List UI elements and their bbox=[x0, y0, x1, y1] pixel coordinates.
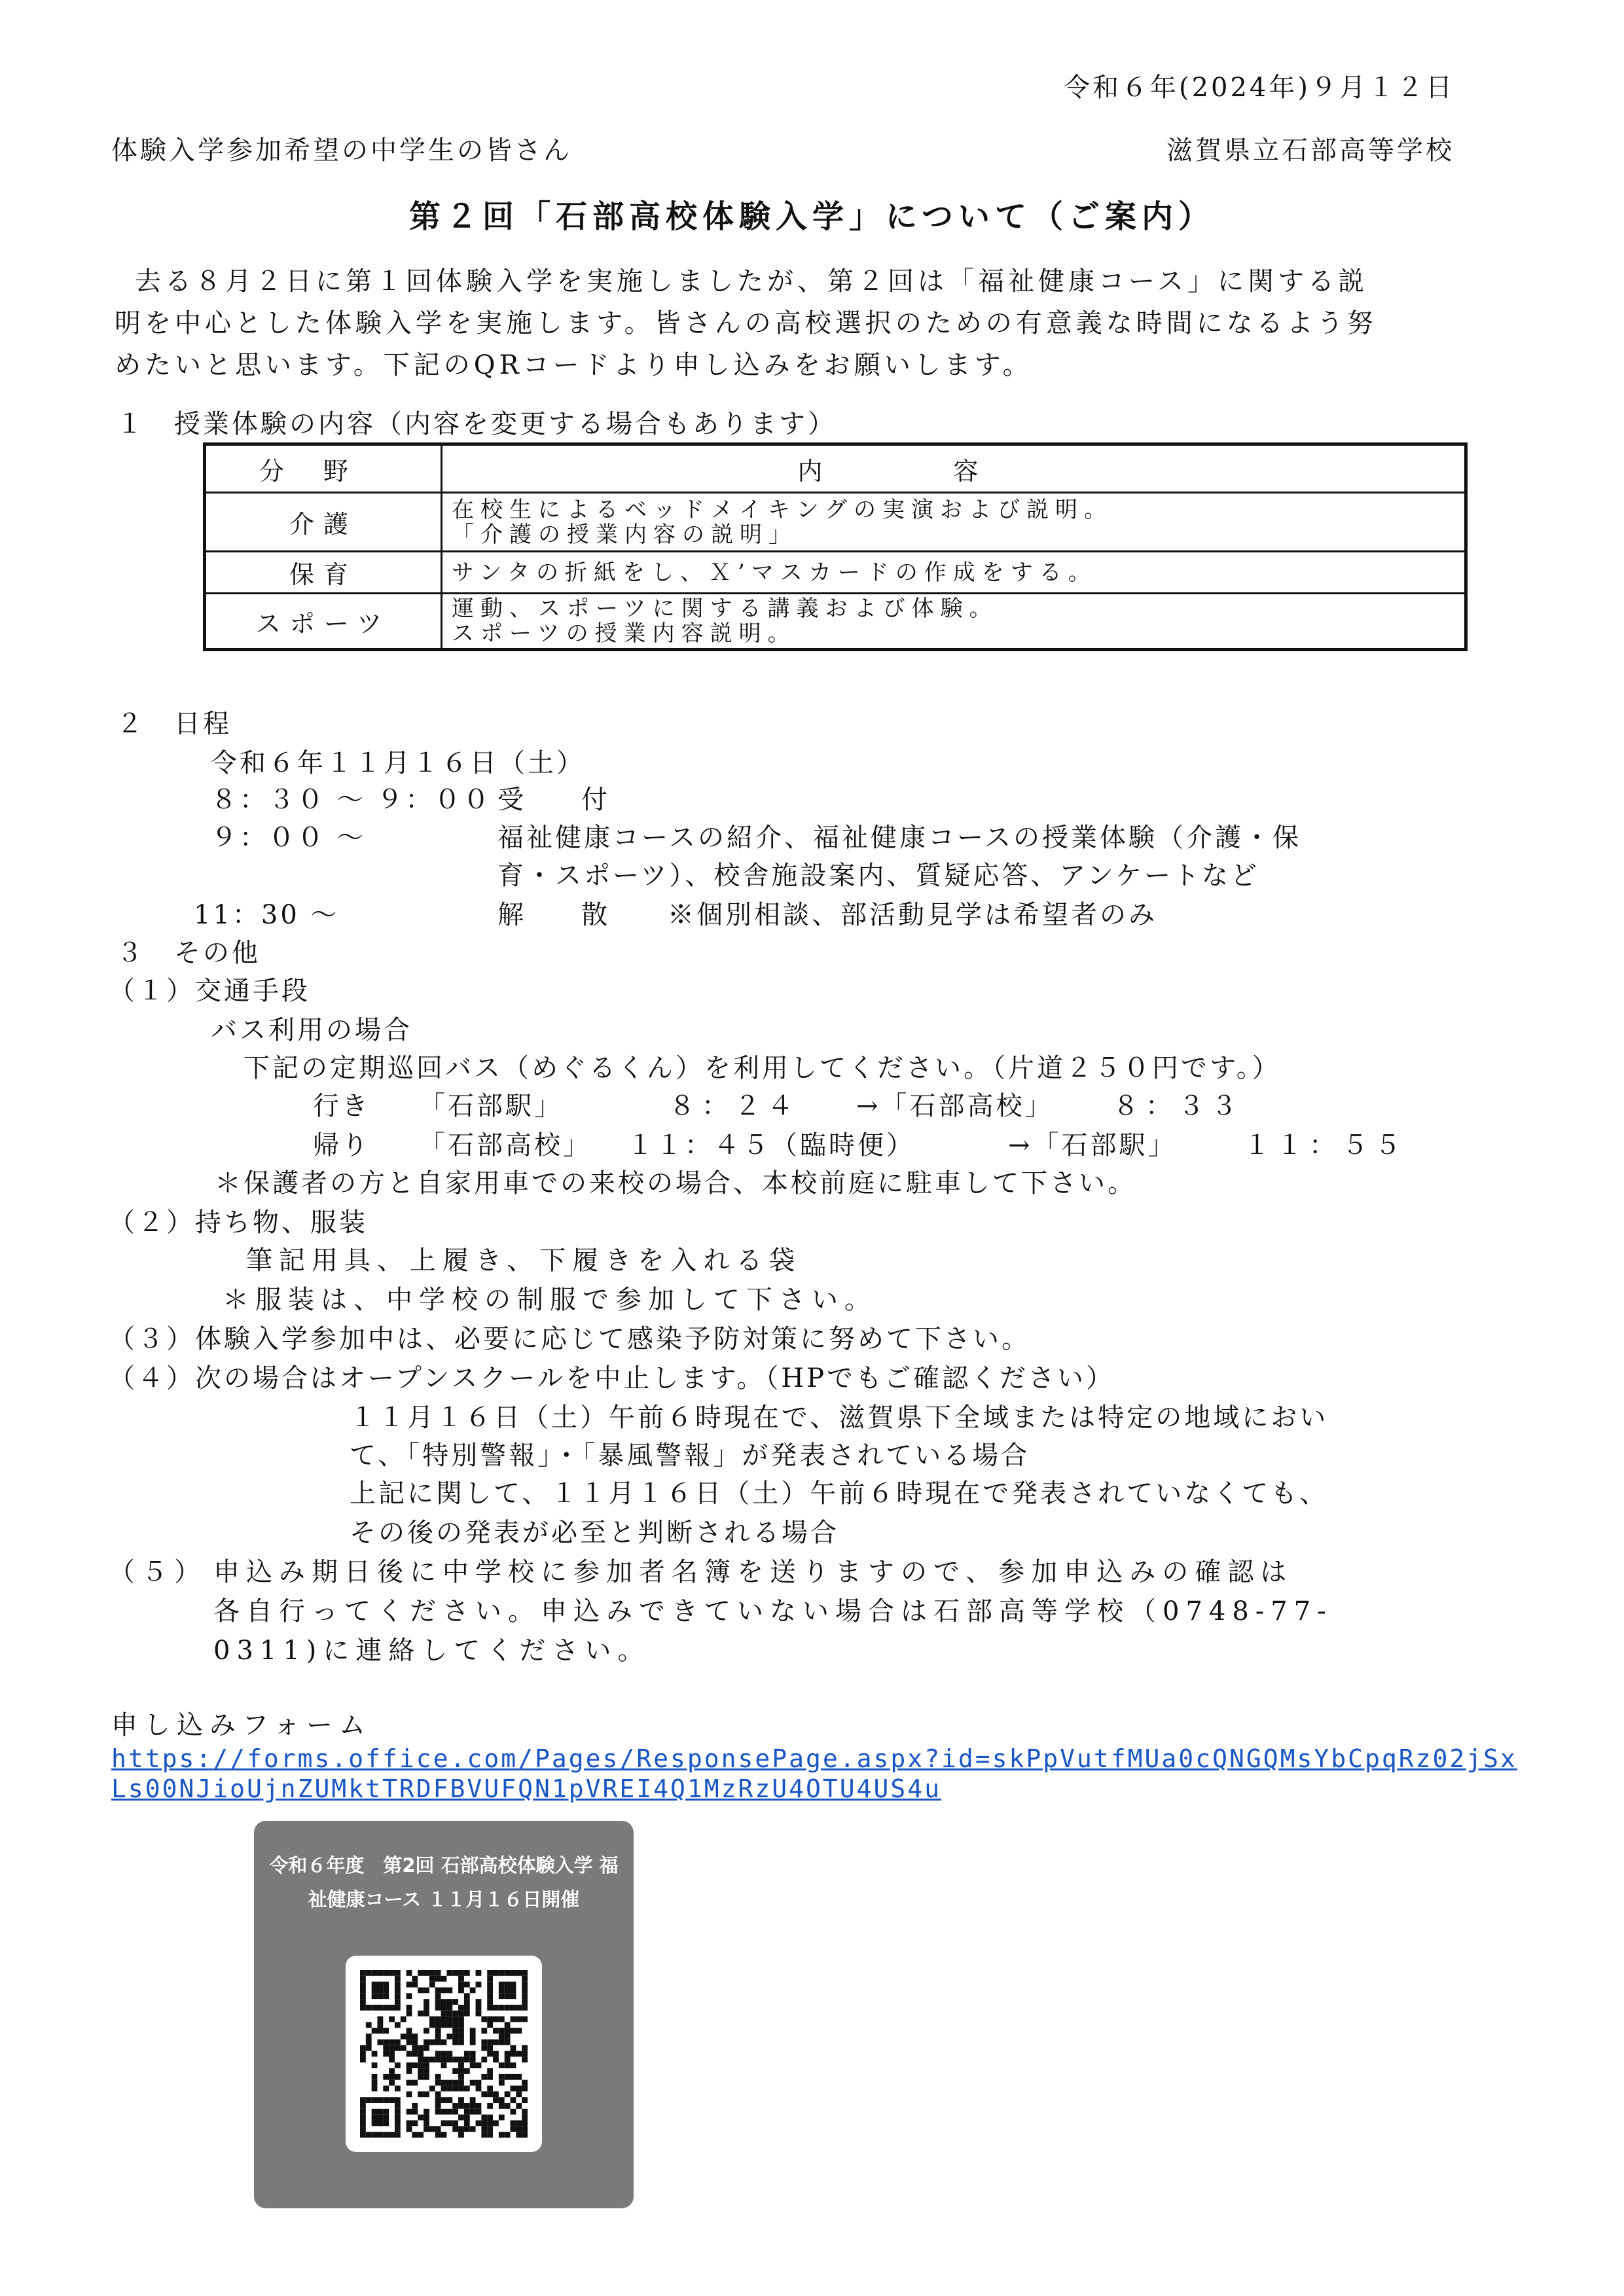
intro-line-1: 去る８月２日に第１回体験入学を実施しましたが、第２回は「福祉健康コース」に関する説 bbox=[135, 266, 1368, 296]
form-link[interactable]: https://forms.office.com/Pages/ResponsePage.aspx?id=skPpVutfMUa0cQNGQMsYbCpqRz02jSxLs00NJioUjnZUMktTRDFBVUFQN1pVREI4Q1MzRzU4OTU4US4u bbox=[111, 1744, 1517, 1803]
table-cell-field: 介護 bbox=[205, 493, 442, 552]
table-row bbox=[205, 552, 1466, 594]
bus-go-label: 行き bbox=[313, 1091, 370, 1121]
content-line: スポーツの授業内容説明。 bbox=[452, 620, 797, 647]
content-line: 「介護の授業内容の説明」 bbox=[452, 521, 797, 548]
bus-back-arr: １１：５５ bbox=[1244, 1130, 1407, 1160]
recipient: 体験入学参加希望の中学生の皆さん bbox=[111, 135, 572, 166]
item4-line: て、「特別警報」・「暴風警報」が発表されている場合 bbox=[350, 1441, 1030, 1471]
content-line: 在校生によるベッドメイキングの実演および説明。 bbox=[452, 496, 1113, 523]
table-cell-field: 保育 bbox=[205, 552, 442, 594]
transport-sub: バス利用の場合 bbox=[211, 1015, 412, 1045]
item4-line: １１月１６日（土）午前６時現在で、滋賀県下全域または特定の地域におい bbox=[350, 1403, 1329, 1433]
issue-date: 令和６年(2024年)９月１２日 bbox=[1063, 73, 1454, 103]
qr-caption: 令和６年度 第2回 石部高校体験入学 福祉健康コース １１月１６日開催 bbox=[269, 1854, 619, 1910]
bus-back-from: 「石部高校」 bbox=[419, 1130, 592, 1160]
content-line: 運動、スポーツに関する講義および体験。 bbox=[452, 596, 998, 622]
section2-heading: ２ 日程 bbox=[117, 709, 232, 739]
intro-line-2: 明を中心とした体験入学を実施します。皆さんの高校選択のための有意義な時間になるよう努 bbox=[115, 308, 1377, 338]
item5-line: 各自行ってください。申込みできていない場合は石部高等学校（0748-77- bbox=[213, 1596, 1333, 1626]
table-header-row bbox=[205, 444, 1466, 493]
table-header-content: 内容 bbox=[442, 444, 1466, 493]
transport-note: ＊保護者の方と自家用車での来校の場合、本校前庭に駐車して下さい。 bbox=[215, 1168, 1136, 1198]
bus-go-dep: ８：２４ bbox=[669, 1091, 800, 1121]
content-line: サンタの折紙をし、Ｘ’マスカードの作成をする。 bbox=[452, 559, 1097, 586]
schedule-time: ９：００ ～ bbox=[211, 823, 366, 853]
table-row bbox=[205, 594, 1466, 650]
schedule-desc: 解 散 bbox=[497, 900, 623, 930]
page-title: 第２回「石部高校体験入学」について（ご案内） bbox=[408, 198, 1216, 235]
section3-heading: ３ その他 bbox=[117, 938, 261, 968]
bus-go-arr: ８：３３ bbox=[1113, 1091, 1244, 1121]
item4-line: 上記に関して、１１月１６日（土）午前６時現在で発表されていなくても、 bbox=[350, 1479, 1329, 1509]
item4-line: その後の発表が必至と判断される場合 bbox=[350, 1518, 839, 1548]
table-cell-field: スポーツ bbox=[205, 594, 442, 650]
transport-line: 下記の定期巡回バス（めぐるくん）を利用してください。（片道２５０円です。） bbox=[244, 1053, 1281, 1083]
bus-go-to: →「石部高校」 bbox=[856, 1091, 1054, 1121]
schedule-date: 令和６年１１月１６日（土） bbox=[211, 748, 585, 778]
section1-heading: １ 授業体験の内容（内容を変更する場合もあります） bbox=[117, 409, 837, 439]
item5-line: 申込み期日後に中学校に参加者名簿を送りますので、参加申込みの確認は bbox=[213, 1557, 1293, 1587]
qr-card bbox=[254, 1821, 634, 2208]
schedule-time: ８：３０ ～ ９：００ bbox=[211, 785, 492, 815]
table-header-field: 分野 bbox=[205, 444, 442, 493]
schedule-desc: 受 付 bbox=[497, 785, 623, 815]
qr-code-icon bbox=[360, 1970, 528, 2138]
qr-code[interactable] bbox=[346, 1956, 542, 2152]
bus-back-label: 帰り bbox=[313, 1130, 370, 1160]
item5-label: （５） bbox=[109, 1557, 207, 1587]
belongings-heading: （２）持ち物、服装 bbox=[109, 1208, 368, 1238]
belongings-line: 筆記用具、上履き、下履きを入れる袋 bbox=[246, 1246, 802, 1276]
table-cell-content bbox=[442, 552, 1466, 594]
transport-heading: （１）交通手段 bbox=[109, 976, 310, 1006]
table-row bbox=[205, 493, 1466, 552]
course-table bbox=[203, 442, 1468, 651]
bus-back-to: →「石部駅」 bbox=[1008, 1130, 1177, 1160]
schedule-desc: 福祉健康コースの紹介、福祉健康コースの授業体験（介護・保 bbox=[497, 823, 1301, 853]
item4-heading: （４）次の場合はオープンスクールを中止します。（HPでもご確認ください） bbox=[109, 1363, 1115, 1393]
bus-back-dep: １１：４５（臨時便） bbox=[627, 1130, 915, 1160]
intro-line-3: めたいと思います。下記のQRコードより申し込みをお願いします。 bbox=[115, 350, 1033, 380]
schedule-desc-cont: 育・スポーツ）、校舎施設案内、質疑応答、アンケートなど bbox=[497, 861, 1259, 891]
item5-line: 0311)に連絡してください。 bbox=[213, 1636, 651, 1666]
schedule-note: ※個別相談、部活動見学は希望者のみ bbox=[668, 900, 1157, 930]
form-label: 申し込みフォーム bbox=[111, 1710, 372, 1740]
bus-go-from: 「石部駅」 bbox=[419, 1091, 563, 1121]
dress-note: ＊服装は、中学校の制服で参加して下さい。 bbox=[223, 1285, 877, 1315]
table-cell-content bbox=[442, 493, 1466, 552]
sender: 滋賀県立石部高等学校 bbox=[1166, 135, 1454, 166]
table-cell-content bbox=[442, 594, 1466, 650]
item3: （３）体験入学参加中は、必要に応じて感染予防対策に努めて下さい。 bbox=[109, 1324, 1030, 1354]
schedule-time: 11：30 ～ bbox=[194, 900, 340, 930]
